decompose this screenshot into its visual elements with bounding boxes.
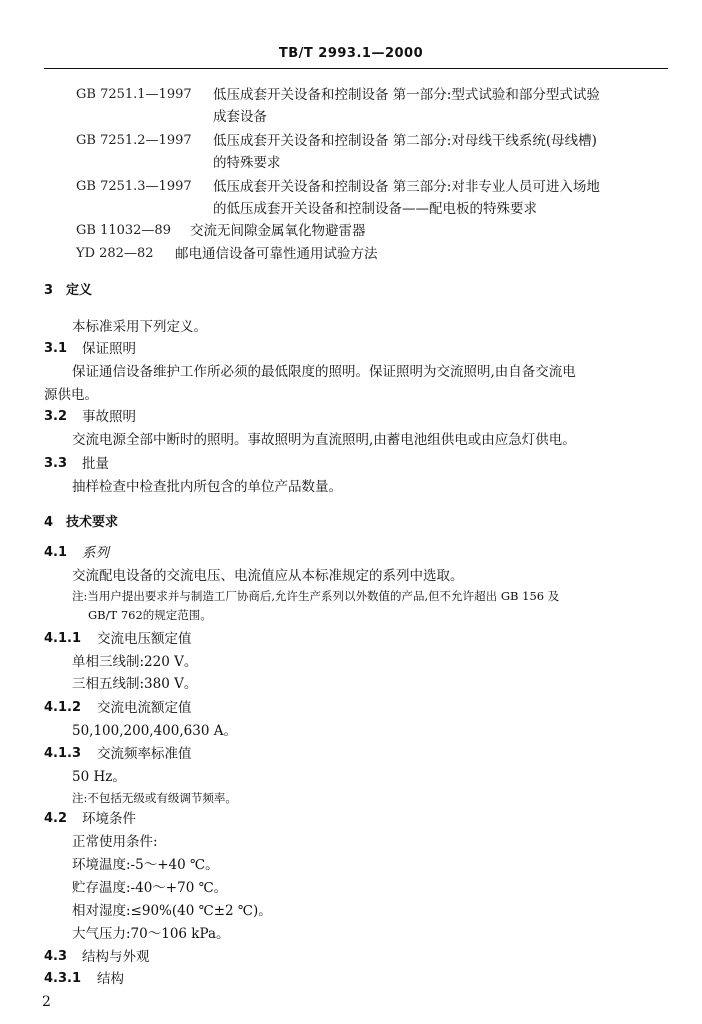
note: 注:当用户提出要求并与制造工厂协商后,允许生产系列以外数值的产品,但不允许超出 GB 156 及 <box>72 589 560 603</box>
paragraph: 大气压力:70～106 kPa。 <box>72 926 230 942</box>
reference-title-cont: 的低压成套开关设备和控制设备——配电板的特殊要求 <box>213 201 537 217</box>
paragraph: 50,100,200,400,630 A。 <box>72 723 237 739</box>
paragraph: 本标准采用下列定义。 <box>72 319 207 335</box>
reference-title-cont: 的特殊要求 <box>213 155 281 171</box>
paragraph: 三相五线制:380 V。 <box>72 676 198 692</box>
clause-number: 4.2 <box>44 811 68 826</box>
clause-number: 3.2 <box>44 409 68 424</box>
clause-title: 结构 <box>97 971 124 987</box>
clause-number: 4.1.2 <box>44 700 82 715</box>
reference-title: 低压成套开关设备和控制设备 第三部分:对非专业人员可进入场地 <box>213 179 600 195</box>
paragraph: 抽样检查中检查批内所包含的单位产品数量。 <box>72 479 342 495</box>
section-title: 定义 <box>66 283 93 298</box>
clause-title: 交流频率标准值 <box>97 746 192 762</box>
reference-code: GB 7251.1—1997 <box>76 87 192 102</box>
clause-number: 4.1 <box>44 545 68 560</box>
reference-title: 交流无间隙金属氧化物避雷器 <box>190 223 366 239</box>
page-number: 2 <box>42 994 51 1010</box>
section-title: 技术要求 <box>66 515 119 530</box>
clause-title: 结构与外观 <box>82 949 150 965</box>
paragraph: 交流电源全部中断时的照明。事故照明为直流照明,由蓄电池组供电或由应急灯供电。 <box>72 432 576 448</box>
standard-header: TB/T 2993.1—2000 <box>278 46 424 61</box>
reference-code: YD 282—82 <box>76 246 154 261</box>
reference-code: GB 11032—89 <box>76 223 171 238</box>
note: 注:不包括无级或有级调节频率。 <box>72 791 237 805</box>
reference-code: GB 7251.2—1997 <box>76 133 192 148</box>
paragraph: 50 Hz。 <box>72 769 126 785</box>
clause-number: 4.1.3 <box>44 746 82 761</box>
note-cont: GB/T 762的规定范围。 <box>88 608 212 622</box>
clause-title: 批量 <box>82 456 109 472</box>
paragraph: 贮存温度:-40～+70 ℃。 <box>72 880 228 896</box>
clause-number: 3.3 <box>44 456 68 471</box>
clause-number: 4.3 <box>44 949 68 964</box>
paragraph: 单相三线制:220 V。 <box>72 654 198 670</box>
paragraph-cont: 源供电。 <box>44 387 98 403</box>
paragraph: 保证通信设备维护工作所必须的最低限度的照明。保证照明为交流照明,由自备交流电 <box>72 364 576 380</box>
section-number: 3 <box>44 283 54 298</box>
clause-title: 环境条件 <box>82 811 136 827</box>
reference-code: GB 7251.3—1997 <box>76 179 192 194</box>
paragraph: 正常使用条件: <box>72 834 158 850</box>
reference-title: 邮电通信设备可靠性通用试验方法 <box>175 246 378 262</box>
header-rule <box>44 68 668 69</box>
reference-title-cont: 成套设备 <box>213 109 267 125</box>
clause-title: 事故照明 <box>82 409 136 425</box>
paragraph: 交流配电设备的交流电压、电流值应从本标准规定的系列中选取。 <box>72 568 464 584</box>
clause-title: 系列 <box>82 545 109 561</box>
clause-title: 保证照明 <box>82 341 136 357</box>
clause-number: 4.1.1 <box>44 631 82 646</box>
clause-title: 交流电流额定值 <box>97 700 192 716</box>
reference-title: 低压成套开关设备和控制设备 第二部分:对母线干线系统(母线槽) <box>213 133 597 149</box>
clause-number: 3.1 <box>44 341 68 356</box>
reference-title: 低压成套开关设备和控制设备 第一部分:型式试验和部分型式试验 <box>213 87 600 103</box>
clause-number: 4.3.1 <box>44 971 82 986</box>
section-number: 4 <box>44 515 54 530</box>
paragraph: 环境温度:-5～+40 ℃。 <box>72 857 219 873</box>
clause-title: 交流电压额定值 <box>97 631 192 647</box>
paragraph: 相对湿度:≤90%(40 ℃±2 ℃)。 <box>72 903 272 919</box>
